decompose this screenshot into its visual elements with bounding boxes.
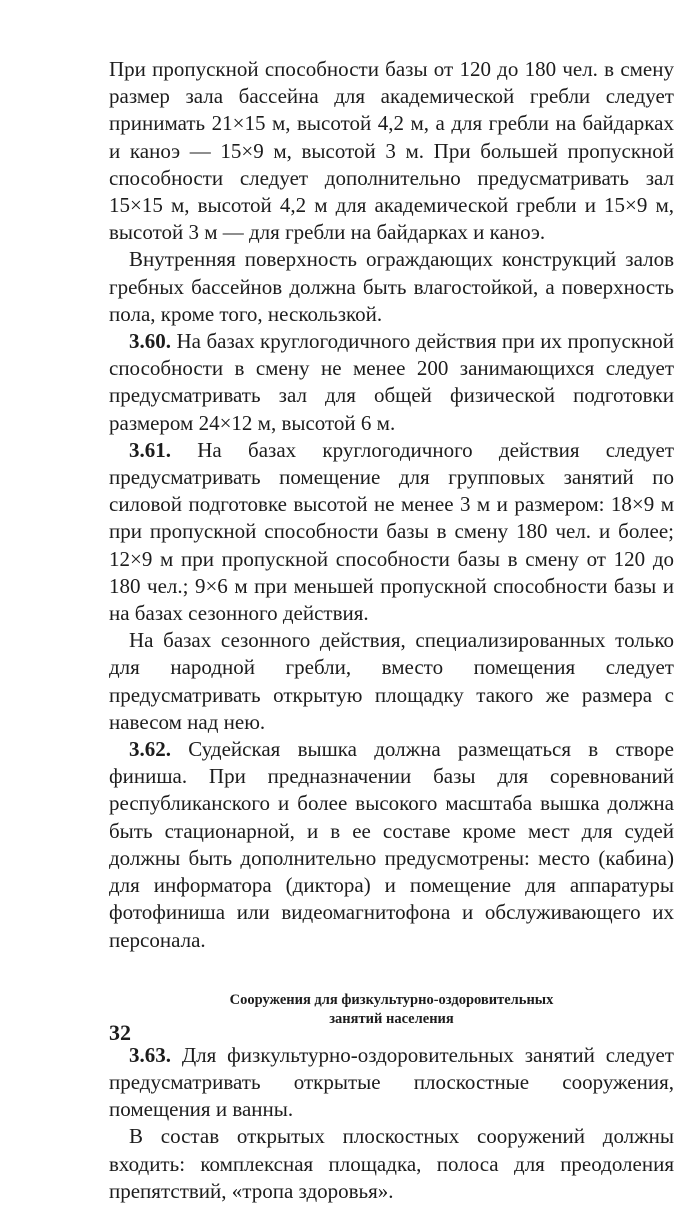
clause-text: Для физкультурно-оздоровительных занятий следует предусматривать открытые плоскостные сооружения, помещения и ванны. bbox=[109, 1042, 674, 1122]
clause-number: 3.62. bbox=[129, 737, 171, 762]
paragraph-surface: Внутренняя поверхность ограждающих конструкций залов гребных бассейнов должна быть влагостойкой, а поверхность пола, кроме того, нескользкой. bbox=[109, 247, 674, 326]
section-heading bbox=[109, 991, 674, 1029]
paragraph-seasonal: На базах сезонного действия, специализированных только для народной гребли, вместо помещения следует предусматривать открытую площадку такого же размера с навесом над нею. bbox=[109, 628, 674, 734]
clause-number: 3.63. bbox=[129, 1042, 171, 1067]
paragraph-composition: В состав открытых плоскостных сооружений должны входить: комплексная площадка, полоса для преодоления препятствий, «тропа здоровья». bbox=[109, 1124, 674, 1203]
section-heading-line2: занятий населения bbox=[329, 1010, 454, 1027]
clause-text: Судейская вышка должна размещаться в створе финиша. При предназначении базы для соревнований республиканского и более высокого масштаба вышка должна быть стационарной, и в ее составе кроме мест для судей должны быть дополнительно предусмотрены: место (кабина) для информатора (диктора) и помещение для аппаратуры фотофиниша или видеомагнитофона и обслуживающего их персонала. bbox=[109, 737, 674, 952]
clause-number: 3.61. bbox=[129, 437, 171, 462]
paragraph-3-62 bbox=[109, 736, 674, 954]
paragraph-3-60 bbox=[109, 328, 674, 437]
clause-text: На базах круглогодичного действия следует предусматривать помещение для групповых занятий по силовой подготовке высотой не менее 3 м и размером: 18×9 м при пропускной способности базы в смену 180 чел. и более; 12×9 м при пропускной способности базы в смену от 120 до 180 чел.; 9×6 м при меньшей пропускной способности базы и на базах сезонного действия. bbox=[109, 437, 674, 626]
paragraph-pool-size: При пропускной способности базы от 120 до 180 чел. в смену размер зала бассейна для академической гребли следует принимать 21×15 м, высотой 4,2 м, а для гребли на байдарках и каноэ — 15×9 м, высотой 3 м. При большей пропускной способности следует дополнительно предусматривать зал 15×15 м, высотой 4,2 м для академической гребли и 15×9 м, высотой 3 м — для гребли на байдарках и каноэ. bbox=[109, 57, 674, 245]
section-heading-line1: Сооружения для физкультурно-оздоровительных bbox=[229, 991, 554, 1008]
page-number: 32 bbox=[109, 1020, 131, 1045]
paragraph-3-61 bbox=[109, 437, 674, 627]
page-body bbox=[109, 56, 674, 1205]
clause-text: На базах круглогодичного действия при их пропускной способности в смену не менее 200 занимающихся следует предусматривать зал для общей физической подготовки размером 24×12 м, высотой 6 м. bbox=[109, 329, 674, 435]
paragraph-3-63 bbox=[109, 1042, 674, 1124]
clause-number: 3.60. bbox=[129, 329, 171, 354]
